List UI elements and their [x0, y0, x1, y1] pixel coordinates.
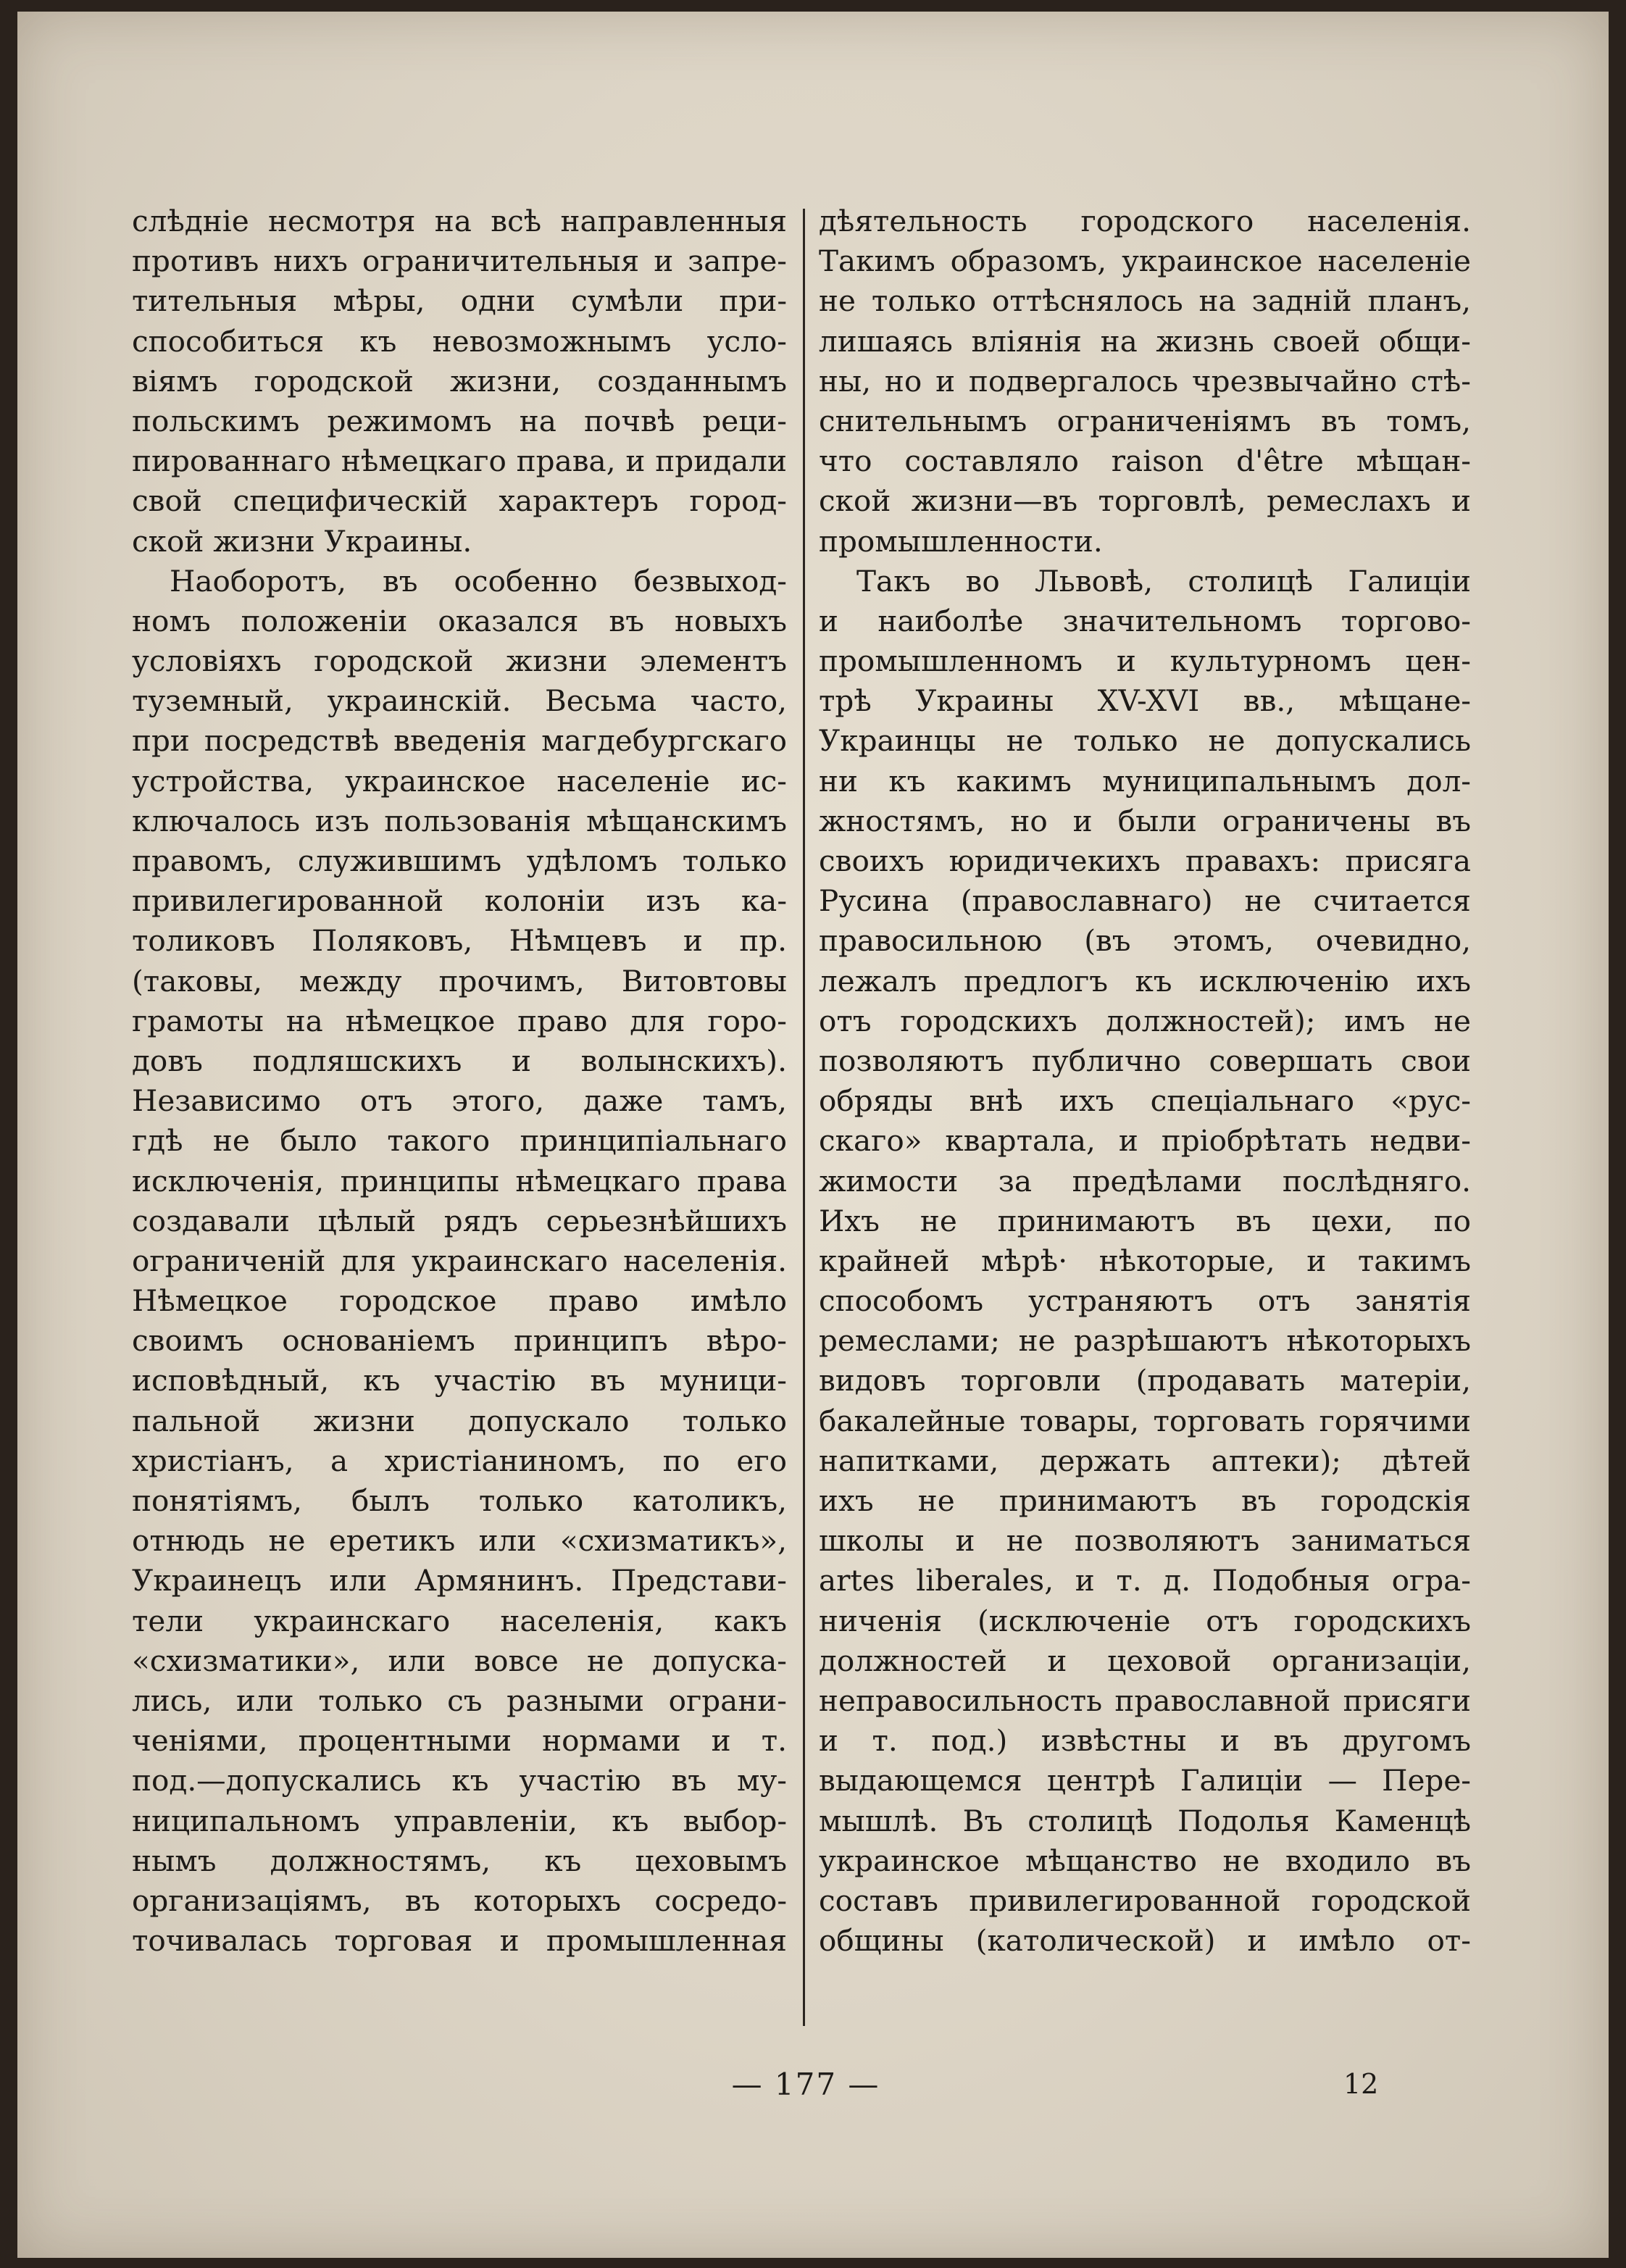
text-line: довъ подляшскихъ и волынскихъ).	[132, 1043, 787, 1078]
text-line: Наоборотъ, въ особенно безвыход-	[170, 563, 787, 599]
book-page	[17, 12, 1609, 2258]
text-line: отъ городскихъ должностей); имъ не	[819, 1003, 1471, 1038]
text-line: правосильною (въ этомъ, очевидно,	[819, 923, 1471, 959]
text-line: слѣдніе несмотря на всѣ направленныя	[132, 204, 787, 238]
text-line: позволяютъ публично совершать свои	[819, 1043, 1471, 1078]
text-line: крайней мѣрѣ· нѣкоторые, и такимъ	[819, 1243, 1471, 1278]
text-line: противъ нихъ ограничительныя и запре-	[132, 243, 787, 279]
text-line: способомъ устраняютъ отъ занятія	[819, 1283, 1471, 1319]
text-line: лись, или только съ разными ограни-	[132, 1683, 787, 1718]
text-line: ской жизни—въ торговлѣ, ремеслахъ и	[819, 483, 1471, 519]
text-line: дѣятельность городского населенія.	[819, 204, 1471, 238]
text-line: ниципальномъ управленіи, къ выбор-	[132, 1803, 787, 1838]
text-line: ни къ какимъ муниципальнымъ дол-	[819, 763, 1471, 799]
text-line: (таковы, между прочимъ, Витовтовы	[132, 963, 787, 998]
text-line: должностей и цеховой организаціи,	[819, 1643, 1471, 1678]
text-line: при посредствѣ введенія магдебургскаго	[132, 723, 787, 759]
text-line: туземный, украинскій. Весьма часто,	[132, 683, 787, 719]
text-line: устройства, украинское населеніе ис-	[132, 763, 787, 799]
signature-mark: 12	[1343, 2068, 1379, 2100]
right-text-column	[819, 201, 1471, 1961]
text-line: жностямъ, но и были ограничены въ	[819, 803, 1471, 838]
text-line: нымъ должностямъ, къ цеховымъ	[132, 1843, 787, 1878]
text-line: гдѣ не было такого принципіальнаго	[132, 1123, 787, 1159]
text-line: точивалась торговая и промышленная	[132, 1923, 787, 1959]
text-line: школы и не позволяютъ заниматься	[819, 1523, 1471, 1559]
text-line: своимъ основаніемъ принципъ вѣро-	[132, 1323, 787, 1359]
text-line: ченіями, процентными нормами и т.	[132, 1723, 787, 1759]
text-line: ской жизни Украины.	[132, 523, 472, 559]
text-line: христіанъ, а христіаниномъ, по его	[132, 1443, 787, 1478]
text-line: Такимъ образомъ, украинское населеніе	[819, 243, 1471, 279]
text-line: тительныя мѣры, одни сумѣли при-	[132, 283, 787, 319]
text-line: Такъ во Львовѣ, столицѣ Галиціи	[856, 563, 1471, 599]
text-line: и наиболѣе значительномъ торгово-	[819, 603, 1471, 638]
text-line: скаго» квартала, и пріобрѣтать недви-	[819, 1123, 1471, 1159]
text-line: лишаясь вліянія на жизнь своей общи-	[819, 323, 1471, 359]
text-line: промышленномъ и культурномъ цен-	[819, 643, 1471, 679]
text-line: ны, но и подвергалось чрезвычайно стѣ-	[819, 363, 1471, 399]
text-line: бакалейные товары, торговать горячими	[819, 1403, 1471, 1438]
text-line: польскимъ режимомъ на почвѣ реци-	[132, 403, 787, 438]
text-line: и т. под.) извѣстны и въ другомъ	[819, 1723, 1471, 1759]
text-line: обряды внѣ ихъ спеціальнаго «рус-	[819, 1083, 1471, 1119]
text-line: составъ привилегированной городской	[819, 1883, 1471, 1918]
text-line: ограниченій для украинскаго населенія.	[132, 1243, 787, 1278]
text-line: под.—допускались къ участію въ му-	[132, 1763, 787, 1798]
text-line: artes liberales, и т. д. Подобныя огра-	[819, 1563, 1471, 1598]
text-line: украинское мѣщанство не входило въ	[819, 1843, 1471, 1878]
text-line: ключалось изъ пользованія мѣщанскимъ	[132, 803, 787, 838]
text-line: «схизматики», или вовсе не допуска-	[132, 1643, 787, 1678]
text-line: лежалъ предлогъ къ исключенію ихъ	[819, 963, 1471, 998]
text-line: напитками, держать аптеки); дѣтей	[819, 1443, 1471, 1478]
text-line: исповѣдный, къ участію въ муници-	[132, 1363, 787, 1398]
text-line: пальной жизни допускало только	[132, 1403, 787, 1438]
text-line: свой специфическій характеръ город-	[132, 483, 787, 519]
text-line: Украинцы не только не допускались	[819, 723, 1471, 759]
text-line: ниченія (исключеніе отъ городскихъ	[819, 1603, 1471, 1638]
text-line: своихъ юридичекихъ правахъ: присяга	[819, 843, 1471, 878]
text-line: правомъ, служившимъ удѣломъ только	[132, 843, 787, 878]
text-line: создавали цѣлый рядъ серьезнѣйшихъ	[132, 1203, 787, 1238]
text-line: жимости за предѣлами послѣдняго.	[819, 1163, 1471, 1198]
text-line: видовъ торговли (продавать матеріи,	[819, 1363, 1471, 1398]
text-line: Нѣмецкое городское право имѣло	[132, 1283, 787, 1319]
text-line: не только оттѣснялось на задній планъ,	[819, 283, 1471, 319]
text-line: грамоты на нѣмецкое право для горо-	[132, 1003, 787, 1038]
text-line: снительнымъ ограниченіямъ въ томъ,	[819, 403, 1471, 438]
text-line: Ихъ не принимаютъ въ цехи, по	[819, 1203, 1471, 1238]
text-line: номъ положеніи оказался въ новыхъ	[132, 603, 787, 638]
text-line: мышлѣ. Въ столицѣ Подолья Каменцѣ	[819, 1803, 1471, 1838]
text-line: способиться къ невозможнымъ усло-	[132, 323, 787, 359]
text-line: Независимо отъ этого, даже тамъ,	[132, 1083, 787, 1119]
text-line: организаціямъ, въ которыхъ сосредо-	[132, 1883, 787, 1918]
page-number: — 177 —	[731, 2067, 880, 2102]
text-line: ихъ не принимаютъ въ городскія	[819, 1483, 1471, 1518]
text-line: толиковъ Поляковъ, Нѣмцевъ и пр.	[132, 923, 787, 959]
text-line: что составляло raison d'être мѣщан-	[819, 443, 1471, 479]
text-line: неправосильность православной присяги	[819, 1683, 1471, 1718]
text-line: тели украинскаго населенія, какъ	[132, 1603, 787, 1638]
text-line: промышленности.	[819, 523, 1103, 559]
text-line: условіяхъ городской жизни элементъ	[132, 643, 787, 679]
text-line: привилегированной колоніи изъ ка-	[132, 883, 787, 919]
text-line: отнюдь не еретикъ или «схизматикъ»,	[132, 1523, 787, 1559]
text-line: віямъ городской жизни, созданнымъ	[132, 363, 787, 399]
text-line: трѣ Украины XV-XVI вв., мѣщане-	[819, 683, 1471, 719]
text-line: исключенія, принципы нѣмецкаго права	[132, 1163, 787, 1198]
text-line: общины (католической) и имѣло от-	[819, 1923, 1471, 1959]
left-text-column	[132, 201, 787, 1961]
text-line: Русина (православнаго) не считается	[819, 883, 1471, 919]
column-divider-rule	[803, 209, 805, 2026]
text-line: понятіямъ, былъ только католикъ,	[132, 1483, 787, 1518]
text-line: Украинецъ или Армянинъ. Представи-	[132, 1563, 787, 1598]
text-line: пированнаго нѣмецкаго права, и придали	[132, 443, 787, 479]
text-line: выдающемся центрѣ Галиціи — Пере-	[819, 1763, 1471, 1798]
text-line: ремеслами; не разрѣшаютъ нѣкоторыхъ	[819, 1323, 1471, 1359]
